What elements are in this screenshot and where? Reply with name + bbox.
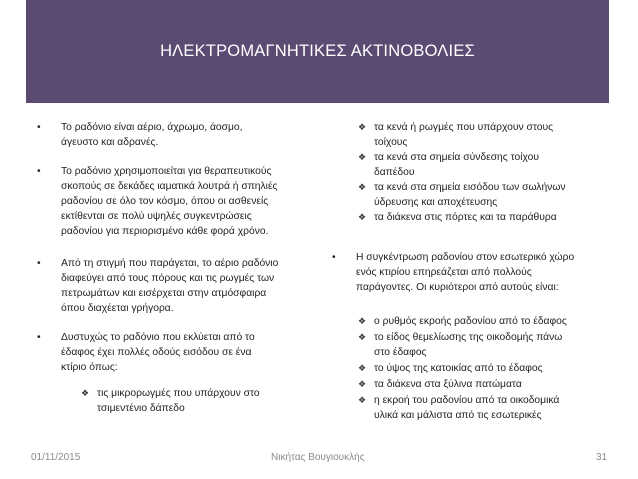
bullet-dot: • (332, 252, 336, 263)
bullet-line: Δυστυχώς το ραδόνιο που εκλύεται από το (61, 332, 255, 343)
diamond-bullet-icon: ❖ (358, 316, 367, 326)
sub-bullet-line: τα κενά στα σημεία σύνδεσης τοίχου (374, 152, 540, 163)
bullet-line: εκτίθενται σε πολύ υψηλές συγκεντρώσεις (61, 211, 252, 222)
bullet-line: έδαφος έχει πολλές οδούς εισόδου σε ένα (61, 347, 252, 358)
sub-bullet-line: ο ρυθμός εκροής ραδονίου από το έδαφος (374, 316, 567, 327)
bullet-line: παράγοντες. Οι κυριότεροι από αυτούς είναι: (356, 282, 559, 293)
sub-bullet-line: τα διάκενα στις πόρτες και τα παράθυρα (374, 212, 557, 223)
bullet-line: ραδονίου για περιορισμένο κάθε φορά χρόνο. (61, 226, 269, 237)
bullet-line: σκοπούς σε δεκάδες ιαματικά λουτρά ή σπηλιές (61, 181, 278, 192)
bullet-line: Από τη στιγμή που παράγεται, το αέριο ραδόνιο (61, 258, 279, 269)
sub-bullet-line: η εκροή του ραδονίου από τα οικοδομικά (374, 395, 560, 406)
diamond-bullet-icon: ❖ (358, 379, 367, 389)
diamond-bullet-icon: ❖ (358, 182, 367, 192)
diamond-bullet-icon: ❖ (358, 395, 367, 405)
sub-bullet-line: τις μικρορωγμές που υπάρχουν στο (97, 388, 260, 399)
sub-bullet-line: στο έδαφος (374, 347, 427, 358)
sub-bullet-line: τα κενά στα σημεία εισόδου των σωλήνων (374, 182, 566, 193)
sub-bullet-line: το ύψος της κατοικίας από το έδαφος (374, 363, 543, 374)
diamond-bullet-icon: ❖ (81, 388, 90, 398)
sub-bullet-line: τα κενά ή ρωγμές που υπάρχουν στους (374, 122, 554, 133)
bullet-line: άγευστο και αδρανές. (61, 137, 159, 148)
bullet-dot: • (37, 332, 41, 343)
sub-bullet-line: δαπέδου (374, 167, 415, 178)
bullet-line: Το ραδόνιο χρησιμοποιείται για θεραπευτικούς (61, 166, 272, 177)
sub-bullet-line: τσιμεντένιο δάπεδο (97, 403, 185, 414)
sub-bullet-line: τοίχους (374, 137, 408, 148)
diamond-bullet-icon: ❖ (358, 152, 367, 162)
title-banner (26, 0, 609, 103)
footer-date: 01/11/2015 (31, 452, 81, 463)
bullet-line: ενός κτιρίου επηρεάζεται από πολλούς (356, 267, 532, 278)
bullet-line: όπου διαχέεται γρήγορα. (61, 303, 174, 314)
footer-author: Νικήτας Βουγιουκλής (271, 452, 365, 463)
diamond-bullet-icon: ❖ (358, 122, 367, 132)
sub-bullet-line: τα διάκενα στα ξύλινα πατώματα (374, 379, 522, 390)
bullet-line: πετρωμάτων και εισέρχεται στην ατμόσφαιρα (61, 288, 267, 299)
bullet-line: ραδονίου σε όλο τον κόσμο, όπου οι ασθενείς (61, 196, 269, 207)
bullet-line: Η συγκέντρωση ραδονίου στον εσωτερικό χώρο (356, 252, 575, 263)
sub-bullet-line: ύδρευσης και αποχέτευσης (374, 197, 498, 208)
bullet-line: Το ραδόνιο είναι αέριο, άχρωμο, άοσμο, (61, 122, 243, 133)
bullet-dot: • (37, 258, 41, 269)
diamond-bullet-icon: ❖ (358, 363, 367, 373)
diamond-bullet-icon: ❖ (358, 332, 367, 342)
bullet-line: κτίριο όπως: (61, 362, 118, 373)
bullet-dot: • (37, 166, 41, 177)
bullet-line: διαφεύγει από τους πόρους και τις ρωγμές των (61, 273, 275, 284)
diamond-bullet-icon: ❖ (358, 212, 367, 222)
footer-page-number: 31 (596, 452, 608, 463)
sub-bullet-line: υλικά και μάλιστα από τις εσωτερικές (374, 410, 542, 421)
sub-bullet-line: το είδος θεμελίωσης της οικοδομής πάνω (374, 332, 563, 343)
slide-title: ΗΛΕΚΤΡΟΜΑΓΝΗΤΙΚΕΣ ΑΚΤΙΝΟΒΟΛΙΕΣ (160, 42, 475, 60)
bullet-dot: • (37, 122, 41, 133)
